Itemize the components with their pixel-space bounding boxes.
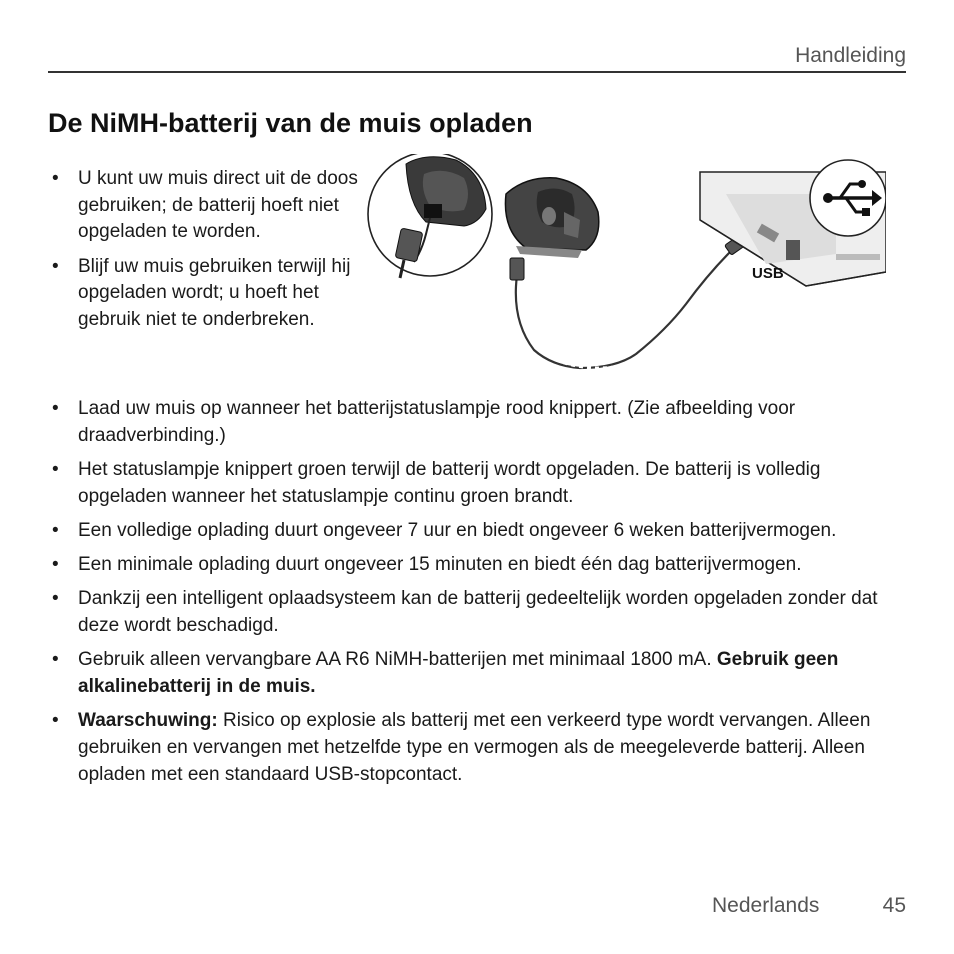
list-item: • Waarschuwing: Risico op explosie als batterij met een verkeerd type wordt vervangen. Alleen gebruiken en vervangen met hetzelfde type en vermogen als de meegeleverde batterij. Alleen opladen met een standaard USB-stopcontact. — [48, 707, 908, 788]
list-item: • Het statuslampje knippert groen terwijl de batterij wordt opgeladen. De batterij is volledig opgeladen wanneer het statuslampje continu groen brandt. — [48, 456, 908, 510]
usb-cable — [516, 250, 732, 368]
list-item: • Laad uw muis op wanneer het batterijstatuslampje rood knippert. (Zie afbeelding voor draadverbinding.) — [48, 395, 908, 449]
page-title: De NiMH-batterij van de muis opladen — [48, 108, 533, 138]
page-number: 45 — [882, 894, 906, 917]
list-item: • Een minimale oplading duurt ongeveer 15 minuten en biedt één dag batterijvermogen. — [48, 551, 908, 578]
intro-item: • Blijf uw muis gebruiken terwijl hij opgeladen wordt; u hoeft het gebruik niet te onderbreken. — [48, 254, 366, 334]
footer-language: Nederlands — [712, 894, 820, 917]
intro-item: • U kunt uw muis direct uit de doos gebruiken; de batterij hoeft niet opgeladen te worden. — [48, 166, 366, 246]
emphasis-text: Gebruik geen alkalinebatterij in de muis. — [78, 649, 839, 697]
intro-list — [48, 166, 366, 341]
header-rule — [48, 71, 906, 73]
main-list — [48, 395, 908, 795]
list-item: • Gebruik alleen vervangbare AA R6 NiMH-batterijen met minimaal 1800 mA. Gebruik geen alkalinebatterij in de muis. — [48, 646, 908, 700]
header-title: Handleiding — [795, 44, 906, 67]
charging-illustration — [366, 154, 886, 374]
mouse-closeup-inset — [368, 154, 492, 278]
mouse-illustration — [505, 178, 598, 258]
usb-icon — [810, 160, 886, 236]
list-item: • Dankzij een intelligent oplaadsysteem kan de batterij gedeeltelijk worden opgeladen zonder dat deze wordt beschadigd. — [48, 585, 908, 639]
list-item: • Een volledige oplading duurt ongeveer 7 uur en biedt ongeveer 6 weken batterijvermogen. — [48, 517, 908, 544]
warning-label: Waarschuwing: — [78, 710, 218, 731]
usb-label: USB — [752, 265, 784, 282]
